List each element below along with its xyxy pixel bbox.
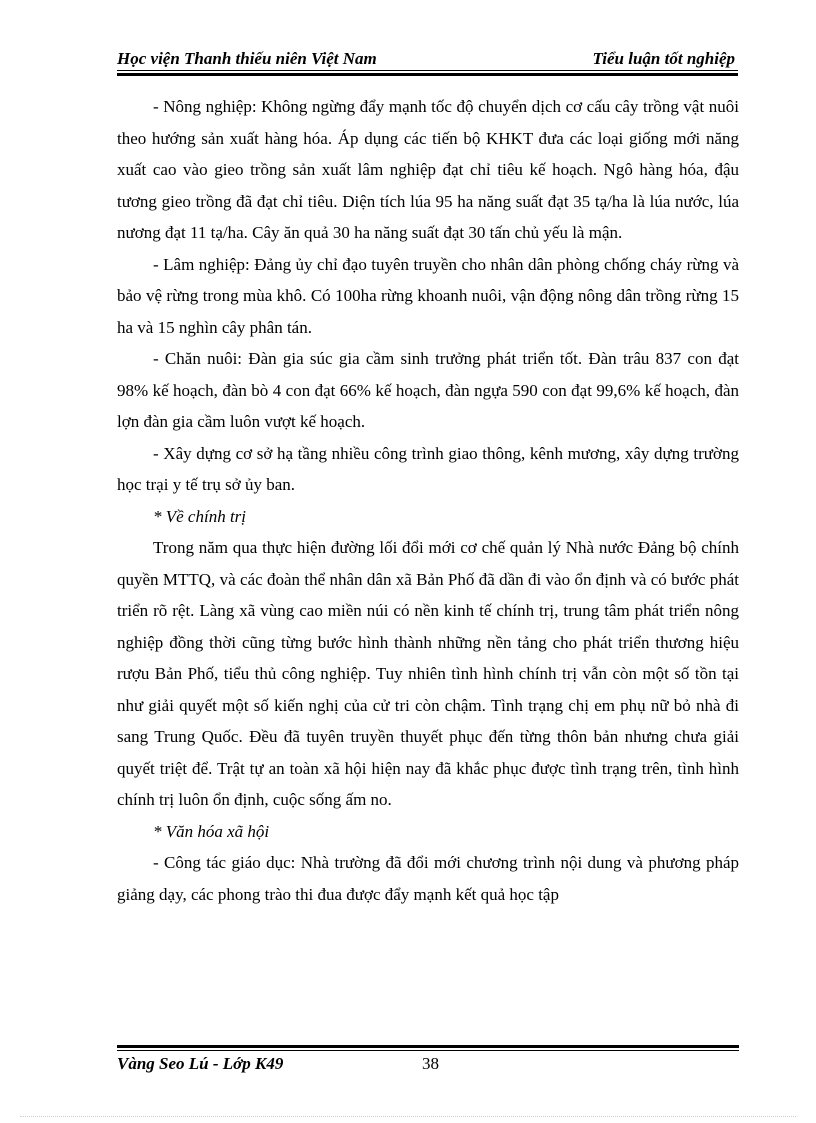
header-document-type: Tiểu luận tốt nghiệp xyxy=(592,49,735,68)
page-number: 38 xyxy=(422,1054,439,1073)
page-edge-divider xyxy=(20,1116,796,1117)
paragraph-politics: Trong năm qua thực hiện đường lối đổi mới cơ chế quản lý Nhà nước Đảng bộ chính quyền MTTQ, và các đoàn thể nhân dân xã Bản Phố đã dần đi vào ổn định và có bước phát triển rõ rệt. Làng xã vùng cao miền núi có nền kinh tế chính trị, trung tâm phát triển nông nghiệp đồng thời cũng từng bước hình thành những nền tảng cho phát triển thương hiệu rượu Bản Phố, tiểu thủ công nghiệp. Tuy nhiên tình hình chính trị vẫn còn một số tồn tại như giải quyết một số kiến nghị của cử tri còn chậm. Tình trạng chị em phụ nữ bỏ nhà đi sang Trung Quốc. Đều đã tuyên truyền thuyết phục đến từng thôn bản nhưng chưa giải quyết triệt để. Trật tự an toàn xã hội hiện nay đã khắc phục được tình trạng trên, tình hình chính trị luôn ổn định, cuộc sống ấm no. xyxy=(117,538,739,809)
section-heading-culture-society: * Văn hóa xã hội xyxy=(153,821,270,841)
page-footer xyxy=(117,1044,739,1084)
header-rule-thick xyxy=(117,73,738,76)
paragraph-forestry: - Lâm nghiệp: Đảng ủy chỉ đạo tuyên truyền cho nhân dân phòng chống cháy rừng và bảo vệ rừng trong mùa khô. Có 100ha rừng khoanh nuôi, vận động nông dân trồng rừng 15 ha và 15 nghìn cây phân tán. xyxy=(117,254,739,337)
footer-rule-thin xyxy=(117,1050,739,1051)
header-rule-thin xyxy=(117,70,738,71)
page-header xyxy=(117,46,738,74)
paragraph-agriculture: - Nông nghiệp: Không ngừng đẩy mạnh tốc độ chuyển dịch cơ cấu cây trồng vật nuôi theo hướng sản xuất hàng hóa. Áp dụng các tiến bộ KHKT đưa các loại giống mới năng xuất cao vào gieo trồng sản xuất lâm nghiệp đạt chỉ tiêu kế hoạch. Ngô hàng hóa, đậu tương gieo trồng đã đạt chỉ tiêu. Diện tích lúa 95 ha năng suất đạt 35 tạ/ha là lúa nước, lúa nương đạt 11 tạ/ha. Cây ăn quả 30 ha năng suất đạt 30 tấn chủ yếu là mận. xyxy=(117,97,739,242)
page-body xyxy=(117,91,739,910)
paragraph-livestock: - Chăn nuôi: Đàn gia súc gia cầm sinh trưởng phát triển tốt. Đàn trâu 837 con đạt 98% kế hoạch, đàn bò 4 con đạt 66% kế hoạch, đàn ngựa 590 con đạt 99,6% kế hoạch, đàn lợn đàn gia cầm luôn vượt kế hoạch. xyxy=(117,349,739,431)
paragraph-education: - Công tác giáo dục: Nhà trường đã đổi mới chương trình nội dung và phương pháp giảng dạy, các phong trào thi đua được đẩy mạnh kết quả học tập xyxy=(117,853,739,904)
paragraph-infrastructure: - Xây dựng cơ sở hạ tầng nhiều công trình giao thông, kênh mương, xây dựng trường học trại y tế trụ sở ủy ban. xyxy=(117,443,739,494)
header-institution: Học viện Thanh thiếu niên Việt Nam xyxy=(117,49,377,68)
footer-rule-thick xyxy=(117,1045,739,1048)
section-heading-politics: * Về chính trị xyxy=(153,506,247,526)
footer-author: Vàng Seo Lú - Lớp K49 xyxy=(117,1054,284,1073)
